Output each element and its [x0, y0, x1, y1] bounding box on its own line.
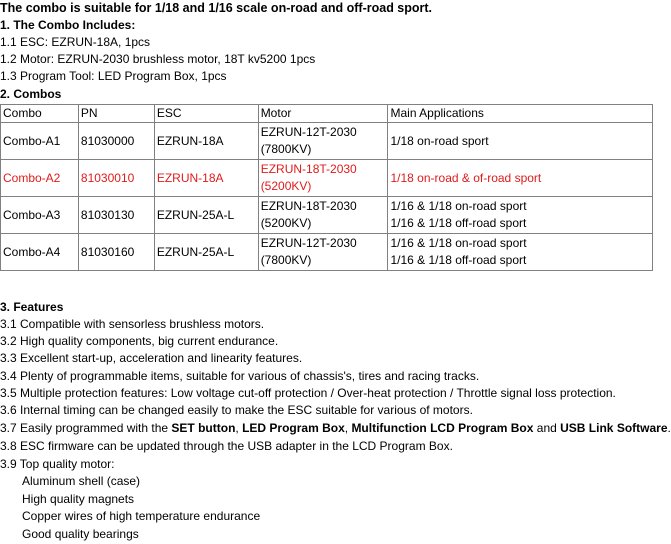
motor-cell: [258, 160, 388, 197]
motor-model: EZRUN-12T-2030: [260, 236, 357, 250]
esc-cell: EZRUN-25A-L: [154, 197, 258, 234]
application-line: 1/16 & 1/18 off-road sport: [390, 253, 527, 267]
header-cell: Main Applications: [388, 105, 653, 123]
motor-feature-item: Aluminum shell (case): [22, 474, 141, 488]
feature-item: 3.5 Multiple protection features: Low voltage cut-off protection / Over-heat protection / Throttle signal loss protection.: [0, 386, 616, 400]
motor-feature-item: Copper wires of high temperature endurance: [22, 509, 261, 523]
feature-text: 3.7 Easily programmed with the: [0, 421, 172, 435]
pn-cell: 81030160: [78, 234, 154, 271]
application-line: 1/18 on-road sport: [390, 133, 489, 148]
feature-text: and: [533, 421, 561, 435]
motor-kv: (5200KV): [260, 179, 312, 193]
feature-text: ,: [344, 421, 352, 435]
combos-heading: 2. Combos: [0, 87, 62, 101]
feature-item: 3.8 ESC firmware can be updated through the USB adapter in the LCD Program Box.: [0, 439, 453, 453]
feature-item: [0, 420, 671, 437]
application-line: 1/18 on-road & of-road sport: [390, 170, 542, 185]
motor-feature-item: High quality magnets: [22, 492, 135, 506]
feature-item: 3.3 Excellent start-up, acceleration and linearity features.: [0, 351, 303, 365]
includes-heading: 1. The Combo Includes:: [0, 18, 136, 32]
application-line: 1/16 & 1/18 on-road sport: [390, 236, 527, 250]
feature-item: 3.2 High quality components, big current endurance.: [0, 334, 279, 348]
feature-item: 3.1 Compatible with sensorless brushless motors.: [0, 317, 265, 331]
motor-model: EZRUN-12T-2030: [260, 125, 357, 139]
table-header-row: [1, 105, 653, 123]
application-cell: [388, 160, 653, 197]
header-cell: Combo: [1, 105, 79, 123]
pn-cell: 81030010: [78, 160, 154, 197]
application-cell: [388, 197, 653, 234]
combo-cell: Combo-A4: [1, 234, 79, 271]
feature-item: 3.6 Internal timing can be changed easily to make the ESC suitable for various of motors.: [0, 403, 473, 417]
motor-cell: [258, 197, 388, 234]
motor-model: EZRUN-18T-2030: [260, 162, 357, 176]
application-cell: [388, 234, 653, 271]
esc-cell: EZRUN-18A: [154, 160, 258, 197]
motor-kv: (7800KV): [260, 142, 312, 156]
feature-text: .: [667, 421, 671, 435]
pn-cell: 81030130: [78, 197, 154, 234]
combo-cell: Combo-A1: [1, 123, 79, 160]
motor-kv: (7800KV): [260, 253, 312, 267]
esc-cell: EZRUN-25A-L: [154, 234, 258, 271]
motor-model: EZRUN-18T-2030: [260, 199, 357, 213]
header-cell: PN: [78, 105, 154, 123]
table-row: [1, 197, 653, 234]
motor-cell: [258, 234, 388, 271]
includes-item: 1.2 Motor: EZRUN-2030 brushless motor, 18T kv5200 1pcs: [0, 52, 316, 66]
usb-link-software-term: USB Link Software: [560, 421, 668, 435]
table-row: [1, 234, 653, 271]
header-cell: Motor: [258, 105, 388, 123]
led-program-box-term: LED Program Box: [242, 421, 345, 435]
includes-item: 1.1 ESC: EZRUN-18A, 1pcs: [0, 35, 151, 49]
application-line: 1/16 & 1/18 on-road sport: [390, 199, 527, 213]
motor-feature-item: Good quality bearings: [22, 527, 139, 541]
table-row: [1, 123, 653, 160]
application-cell: [388, 123, 653, 160]
header-cell: ESC: [154, 105, 258, 123]
motor-cell: [258, 123, 388, 160]
motor-kv: (5200KV): [260, 216, 312, 230]
features-heading: 3. Features: [0, 300, 64, 314]
combo-cell: Combo-A3: [1, 197, 79, 234]
esc-cell: EZRUN-18A: [154, 123, 258, 160]
feature-text: ,: [235, 421, 243, 435]
lcd-program-box-term: Multifunction LCD Program Box: [351, 421, 534, 435]
application-line: 1/16 & 1/18 off-road sport: [390, 216, 527, 230]
table-row: [1, 160, 653, 197]
set-button-term: SET button: [171, 421, 236, 435]
pn-cell: 81030000: [78, 123, 154, 160]
combo-cell: Combo-A2: [1, 160, 79, 197]
feature-item: 3.4 Plenty of programmable items, suitable for various of chassis's, tires and racing tracks.: [0, 369, 480, 383]
intro-line: The combo is suitable for 1/18 and 1/16 scale on-road and off-road sport.: [0, 1, 433, 15]
feature-item: 3.9 Top quality motor:: [0, 457, 115, 471]
combos-table: [0, 104, 653, 271]
includes-item: 1.3 Program Tool: LED Program Box, 1pcs: [0, 69, 227, 83]
